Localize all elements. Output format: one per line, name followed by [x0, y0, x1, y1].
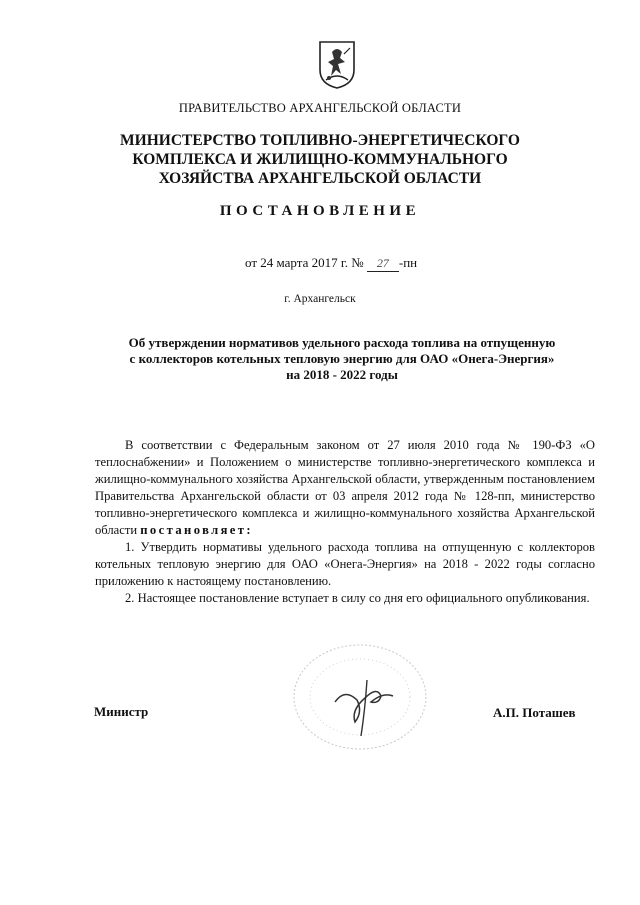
- ministry-title-line: МИНИСТЕРСТВО ТОПЛИВНО-ЭНЕРГЕТИЧЕСКОГО: [120, 132, 520, 149]
- subject-line: с коллекторов котельных тепловую энергию для ОАО «Онега-Энергия»: [129, 351, 555, 366]
- item-1: 1. Утвердить нормативы удельного расхода топлива на отпущенную с коллекторов котельных тепловую энергию для ОАО «Онега-Энергия» на 2018 - 2022 годы согласно приложению к настоящему постановлению.: [95, 540, 595, 588]
- resolves-word: постановляет:: [140, 523, 253, 537]
- document-subject: [88, 335, 596, 383]
- date-line: [245, 255, 417, 272]
- document-type: ПОСТАНОВЛЕНИЕ: [219, 203, 421, 219]
- handwritten-signature-icon: [335, 680, 393, 736]
- item-2: 2. Настоящее постановление вступает в силу со дня его официального опубликования.: [125, 591, 590, 605]
- ministry-title-line: ХОЗЯЙСТВА АРХАНГЕЛЬСКОЙ ОБЛАСТИ: [158, 170, 482, 187]
- number-suffix: -пн: [398, 255, 418, 270]
- document-body: [95, 437, 595, 607]
- government-name: ПРАВИТЕЛЬСТВО АРХАНГЕЛЬСКОЙ ОБЛАСТИ: [178, 101, 462, 115]
- preamble-paragraph: [95, 437, 595, 539]
- arkhangelsk-coat-of-arms-icon: [318, 40, 356, 90]
- signatory-name: А.П. Поташев: [493, 705, 576, 720]
- ministry-title-line: КОМПЛЕКСА И ЖИЛИЩНО-КОММУНАЛЬНОГО: [132, 151, 508, 168]
- signatory-position: Министр: [94, 704, 149, 719]
- city: г. Архангельск: [284, 293, 356, 305]
- subject-line: на 2018 - 2022 годы: [286, 367, 398, 382]
- date-prefix: от 24 марта 2017 г. №: [245, 255, 364, 270]
- preamble-text: В соответствии с Федеральным законом от 27 июля 2010 года № 190-ФЗ «О теплоснабжении» и Положением о министерстве топливно-энергетического комплекса и жилищно-коммунального хозяйства Архангельской области, утвержденным постановлением Правительства Архангельской области от 03 апреля 2012 года № 128-пп, министерство топливно-энергетического комплекса и жилищно-коммунального хозяйства Архангельской области: [95, 438, 595, 537]
- subject-line: Об утверждении нормативов удельного расхода топлива на отпущенную: [128, 335, 556, 350]
- document-number: 27: [367, 256, 399, 272]
- official-seal-icon: [285, 640, 435, 755]
- ministry-title: [0, 131, 640, 188]
